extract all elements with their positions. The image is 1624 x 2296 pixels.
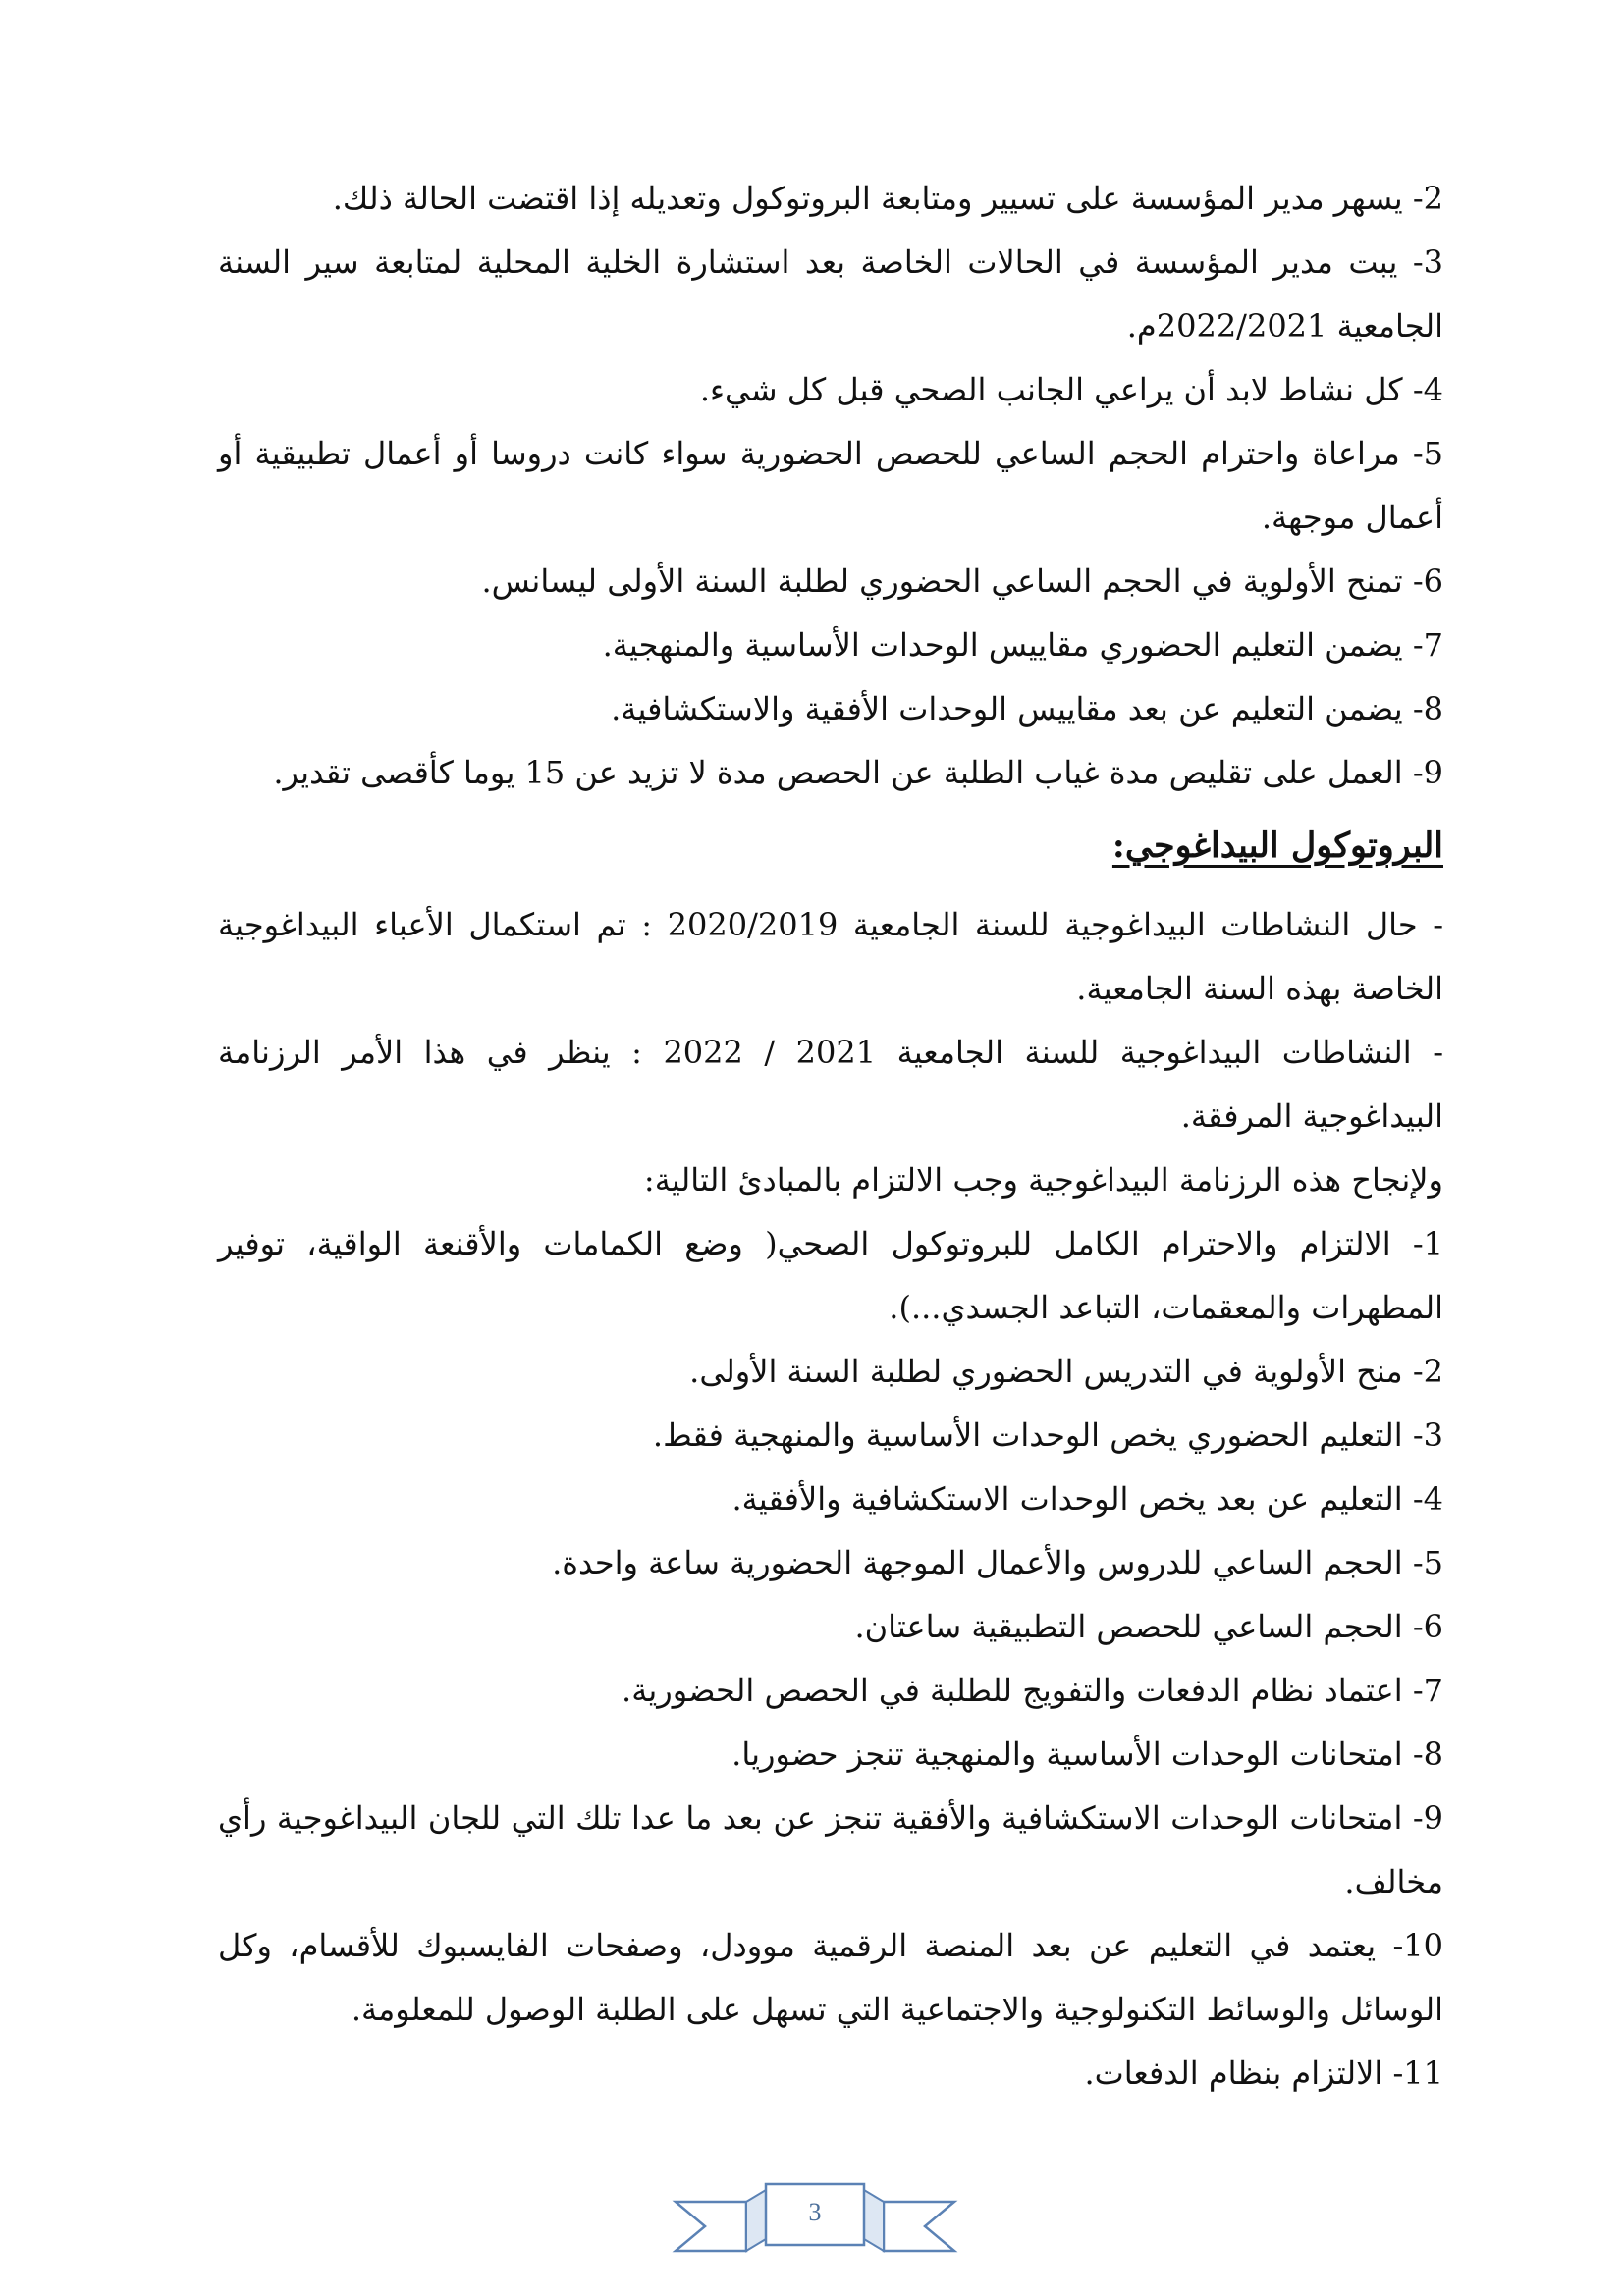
principle-2: 2- منح الأولوية في التدريس الحضوري لطلبة السنة الأولى.	[689, 1353, 1443, 1390]
page-number: 3	[808, 2198, 822, 2226]
page-number-ribbon	[668, 2174, 962, 2272]
principle-11: 11- الالتزام بنظام الدفعات.	[1084, 2055, 1443, 2092]
principle-1: 1- الالتزام والاحترام الكامل للبروتوكول الصحي( وضع الكمامات والأقنعة الواقية، توفير المطهرات والمعقمات، التباعد الجسدي...).	[218, 1225, 1443, 1326]
principle-4: 4- التعليم عن بعد يخص الوحدات الاستكشافية والأفقية.	[731, 1480, 1443, 1518]
principle-9: 9- امتحانات الوحدات الاستكشافية والأفقية تنجز عن بعد ما عدا تلك التي للجان البيداغوجية رأي مخالف.	[218, 1799, 1443, 1900]
principle-7: 7- اعتماد نظام الدفعات والتفويج للطلبة في الحصص الحضورية.	[622, 1672, 1443, 1709]
paragraph-6: 6- تمنح الأولوية في الحجم الساعي الحضوري لطلبة السنة الأولى ليسانس.	[481, 562, 1443, 600]
paragraph-4: 4- كل نشاط لابد أن يراعي الجانب الصحي قبل كل شيء.	[699, 371, 1443, 408]
section-paragraph-principles-intro: ولإنجاح هذه الرزنامة البيداغوجية وجب الالتزام بالمبادئ التالية:	[643, 1161, 1443, 1199]
paragraph-5: 5- مراعاة واحترام الحجم الساعي للحصص الحضورية سواء كانت دروسا أو أعمال تطبيقية أو أعمال موجهة.	[218, 435, 1444, 536]
paragraph-9: 9- العمل على تقليص مدة غياب الطلبة عن الحصص مدة لا تزيد عن 15 يوما كأقصى تقدير.	[273, 754, 1443, 791]
principle-6: 6- الحجم الساعي للحصص التطبيقية ساعتان.	[854, 1608, 1443, 1645]
section-paragraph-activities-2021: - النشاطات البيداغوجية للسنة الجامعية 2021 / 2022 : ينظر في هذا الأمر الرزنامة البيداغوجية المرفقة.	[218, 1034, 1444, 1135]
paragraph-3: 3- يبت مدير المؤسسة في الحالات الخاصة بعد استشارة الخلية المحلية لمتابعة سير السنة الجامعية 2022/2021م.	[218, 243, 1443, 345]
principle-5: 5- الحجم الساعي للدروس والأعمال الموجهة الحضورية ساعة واحدة.	[552, 1544, 1443, 1581]
paragraph-2: 2- يسهر مدير المؤسسة على تسيير ومتابعة البروتوكول وتعديله إذا اقتضت الحالة ذلك.	[332, 180, 1443, 217]
paragraph-8: 8- يضمن التعليم عن بعد مقاييس الوحدات الأفقية والاستكشافية.	[611, 690, 1443, 727]
page-content	[218, 167, 1443, 2106]
section-heading: البروتوكول البيداغوجي:	[1111, 826, 1443, 866]
principle-10: 10- يعتمد في التعليم عن بعد المنصة الرقمية موودل، وصفحات الفايسبوك للأقسام، وكل الوسائل والوسائط التكنولوجية والاجتماعية التي تسهل على الطلبة الوصول للمعلومة.	[218, 1927, 1443, 2028]
principle-3: 3- التعليم الحضوري يخص الوحدات الأساسية والمنهجية فقط.	[652, 1416, 1443, 1454]
principle-8: 8- امتحانات الوحدات الأساسية والمنهجية تنجز حضوريا.	[731, 1735, 1443, 1773]
paragraph-7: 7- يضمن التعليم الحضوري مقاييس الوحدات الأساسية والمنهجية.	[602, 626, 1443, 664]
section-paragraph-status-2019: - حال النشاطات البيداغوجية للسنة الجامعية 2020/2019 : تم استكمال الأعباء البيداغوجية الخاصة بهذه السنة الجامعية.	[218, 906, 1444, 1007]
